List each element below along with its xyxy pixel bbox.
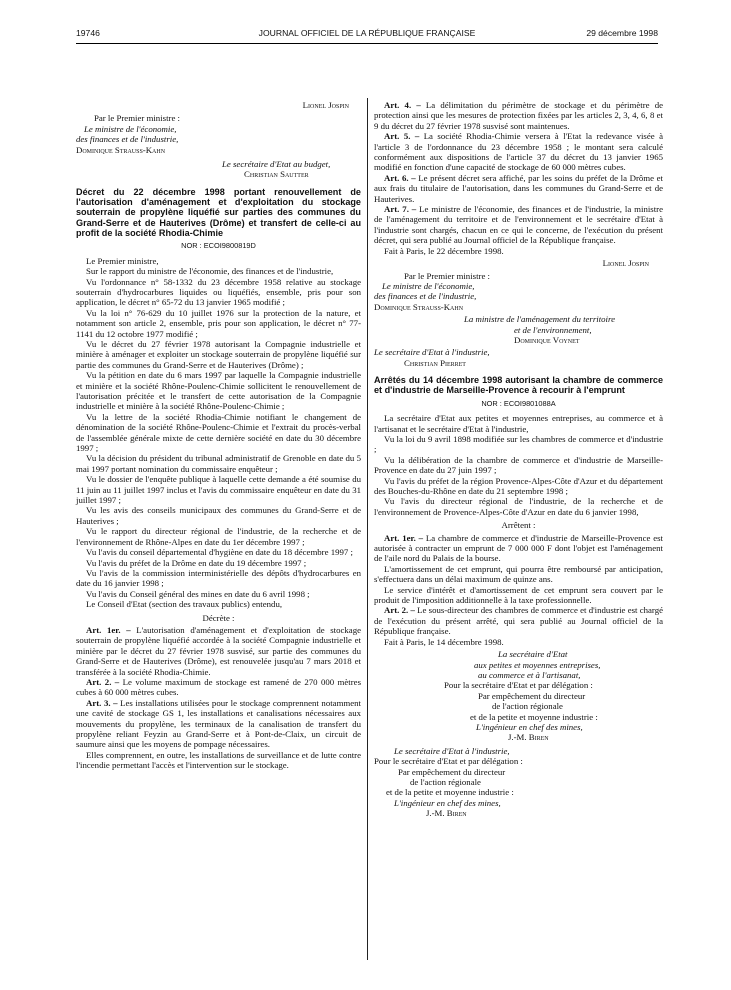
- signature-budget-name: Christian Sautter: [244, 169, 309, 180]
- decree-sig-ind-title: Le secrétaire d'Etat à l'industrie,: [374, 347, 490, 358]
- arrete-signature-a: [374, 649, 663, 743]
- article-text: Le présent décret sera affiché, par les soins du préfet de la Drôme et aux frais du titulaire de l'autorisation, dans les communes du Grand-Serre et de Hauterives.: [374, 172, 664, 204]
- sig-line: aux petites et moyennes entreprises,: [474, 659, 601, 670]
- header-rule: [76, 43, 658, 44]
- sig-line: Par empêchement du directeur: [478, 690, 586, 701]
- decree-paragraph: Le Premier ministre,: [86, 255, 159, 266]
- decree-article-7: [374, 204, 663, 246]
- signature-minister-name: Dominique Strauss-Kahn: [76, 144, 166, 155]
- article-label: Art. 1er. –: [86, 624, 131, 635]
- article-text: Le volume maximum de stockage est ramené de 270 000 mètres cubes à 60 000 mètres cubes.: [76, 676, 361, 698]
- decree-paragraph: Vu le rapport du directeur régional de l'industrie, de la recherche et de l'environnement de Rhône-Alpes en date du 1er décembre 1997 ;: [76, 526, 361, 547]
- arrete-article-2: [374, 605, 663, 636]
- column-divider: [367, 98, 368, 960]
- signature-par-pm: Par le Premier ministre :: [94, 113, 180, 124]
- arrete-paragraph: Le service d'intérêt et d'amortissement de cet emprunt sera couvert par le produit de l'imposition additionnelle à la taxe professionnelle.: [374, 584, 663, 606]
- decree-article-4: [374, 100, 663, 131]
- article-text: La chambre de commerce et d'industrie de Marseille-Provence est autorisée à contracter un emprunt de 7 000 000 F dont l'objet est l'aménagement de l'aile nord du Palais de la bourse.: [374, 532, 663, 564]
- decree-article-6: [374, 173, 663, 204]
- issue-date: 29 décembre 1998: [586, 28, 658, 38]
- article-text: Le sous-directeur des chambres de commerce et d'industrie est chargé de l'exécution du présent arrêté, qui sera publié au Journal officiel de la République française.: [374, 605, 664, 637]
- decree-paragraph: Vu l'avis du Conseil général des mines en date du 6 avril 1998 ;: [86, 588, 310, 599]
- sig-line: au commerce et à l'artisanat,: [478, 669, 581, 680]
- arrete-paragraph: Vu l'avis du préfet de la région Provence-Alpes-Côte d'Azur et du département des Bouches-du-Rhône en date du 21 septembre 1998 ;: [374, 475, 663, 496]
- article-label: Art. 2. –: [86, 676, 120, 687]
- journal-title: JOURNAL OFFICIEL DE LA RÉPUBLIQUE FRANÇAISE: [258, 28, 476, 38]
- decree-paragraph: Vu le dossier de l'enquête publique à laquelle cette demande a été soumise du 11 juin au 11 juillet 1997 inclus et l'avis du commissaire enquêteur en date du 31 juillet 1997 ;: [76, 474, 361, 506]
- arrete-arretent: Arrêtent :: [501, 520, 536, 531]
- article-text: La société Rhodia-Chimie versera à l'Etat la redevance visée à l'article 3 de l'ordonnance du 23 décembre 1958 ; le montant sera calculé conformément aux dispositions de l'article 37 du décret du 13 janvier 1965 modifié en fonction d'une capacité de stockage de 60 000 mètres cubes.: [374, 131, 663, 173]
- arrete-article-1: [374, 533, 663, 564]
- arrete-paragraph: Vu la loi du 9 avril 1898 modifiée sur les chambres de commerce et d'industrie ;: [374, 433, 663, 455]
- article-label: Art. 1er. –: [384, 532, 424, 543]
- article-label: Art. 3. –: [86, 697, 118, 708]
- arrete-paragraph: Vu la délibération de la chambre de commerce et d'industrie de Marseille-Provence en date du 27 juin 1997 ;: [374, 454, 663, 476]
- decree-sig-env-name: Dominique Voynet: [514, 334, 580, 345]
- decree-paragraph: Sur le rapport du ministre de l'économie, des finances et de l'industrie,: [86, 266, 334, 277]
- decree-paragraph: Vu l'avis du préfet de la Drôme en date du 19 décembre 1997 ;: [86, 557, 307, 568]
- decree-article-3: [76, 698, 361, 750]
- decree-article-2: [76, 677, 361, 698]
- sig-line: J.-M. Biren: [508, 732, 549, 743]
- decree-paragraph: Vu le décret du 27 février 1978 autorisant la Compagnie industrielle et minière à aménager et exploiter un stockage souterrain de propylène liquéfié sur partie des communes du Grand-Serre et de Hauterives (Drôme) ;: [76, 338, 361, 370]
- decree-sig-ind-name: Christian Pierret: [404, 357, 466, 368]
- decree-paragraph: Vu la lettre de la société Rhodia-Chimie notifiant le changement de dénomination de la société Rhône-Poulenc-Chimie et l'extrait du procès-verbal de l'assemblée générale mixte de cette dernière société en date du 30 décembre 1997 ;: [76, 411, 361, 454]
- article-label: Art. 6. –: [384, 172, 416, 183]
- sig-line: et de la petite et moyenne industrie :: [386, 787, 514, 798]
- signature-pm-name: Lionel Jospin: [302, 100, 349, 110]
- article-text: La délimitation du périmètre de stockage et du périmètre de protection ainsi que les mesures de protection fixées par les articles 2, 3, 4, 6, 8 et 9 du décret du 27 février 1978 susvisé sont maintenues.: [374, 100, 664, 131]
- signature-minister-title-2: des finances et de l'industrie,: [76, 134, 179, 145]
- sig-line: La secrétaire d'Etat: [498, 649, 568, 660]
- right-column: [374, 100, 663, 819]
- decree-sig-minister-title-2: des finances et de l'industrie,: [374, 291, 477, 302]
- article-text: L'autorisation d'aménagement et d'exploitation de stockage souterrain de propylène liquéfié accordée à la société Compagnie industrielle et minière par le décret du 27 février 1978 susvisé, sur partie des communes du Grand-Serre et de Hauterives (Drôme), est renouvelée jusqu'au 7 mars 2018 et transférée à la société Rhodia-Chimie.: [76, 624, 361, 677]
- page-header: [76, 28, 658, 42]
- decree-paragraph: Vu l'avis de la commission interministérielle des dépôts d'hydrocarbures en date du 16 janvier 1998 ;: [76, 567, 361, 589]
- decree-article-1: [76, 625, 361, 677]
- decree-article-5: [374, 131, 663, 173]
- decree-sig-par-pm: Par le Premier ministre :: [404, 270, 490, 281]
- decree-paragraph: Le Conseil d'Etat (section des travaux publics) entendu,: [86, 599, 283, 610]
- decree-sig-env-title-2: et de l'environnement,: [514, 324, 592, 335]
- sig-line: J.-M. Biren: [426, 808, 467, 819]
- sig-line: L'ingénieur en chef des mines,: [476, 721, 583, 732]
- article-label: Art. 4. –: [384, 100, 421, 110]
- decree-sig-pm-name: Lionel Jospin: [602, 258, 649, 269]
- decree-nor: NOR : ECOI9800819D: [181, 241, 256, 251]
- decree-paragraph: Vu la décision du président du tribunal administratif de Grenoble en date du 5 mai 1997 portant nomination du commissaire enquêteur ;: [76, 453, 361, 474]
- arrete-title: Arrêtés du 14 décembre 1998 autorisant la chambre de commerce et d'industrie de Marseille-Provence à recourir à l'emprunt: [374, 375, 663, 396]
- signature-budget-title: Le secrétaire d'Etat au budget,: [222, 159, 331, 170]
- decree-fait: Fait à Paris, le 22 décembre 1998.: [384, 245, 504, 256]
- article-text: Les installations utilisées pour le stockage comprennent notamment une cavité de stockage GS 1, les installations et canalisations nécessaires aux mouvements du propylène, les terminaux de la canalisation de transfert du propylène reliant Feyzin au Grand-Serre et à Pont-de-Claix, un circuit de saumure ainsi que les moyens de pompage nécessaires.: [76, 697, 361, 750]
- sig-line: et de la petite et moyenne industrie :: [470, 711, 598, 722]
- sig-line: de l'action régionale: [410, 776, 481, 787]
- left-column: [76, 100, 361, 771]
- decree-sig-minister-title-1: Le ministre de l'économie,: [382, 280, 475, 291]
- signature-minister-title-1: Le ministre de l'économie,: [84, 123, 177, 134]
- decree-paragraph: Vu l'ordonnance n° 58-1332 du 23 décembre 1958 relative au stockage souterrain d'hydrocarbures liquides ou liquéfiés, ensemble, pris pour son application, le décret n° 65-72 du 13 janvier 1965 modifié ;: [76, 276, 361, 308]
- decree-paragraph: Vu la pétition en date du 6 mars 1997 par laquelle la Compagnie industrielle et minière et la société Rhône-Poulenc-Chimie sollicitent le renouvellement de l'autorisation précitée et le transfert de cette autorisation de la Compagnie industrielle et minière à la société Rhône-Poulenc-Chimie ;: [76, 370, 361, 412]
- decree-paragraph: Vu la loi n° 76-629 du 10 juillet 1976 sur la protection de la nature, et notamment son article 2, ensemble, pris pour son application, le décret n° 77-1141 du 12 octobre 1977 modifié ;: [76, 307, 361, 339]
- article-label: Art. 7. –: [384, 204, 417, 215]
- arrete-fait: Fait à Paris, le 14 décembre 1998.: [384, 636, 504, 647]
- sig-line: Pour le secrétaire d'Etat et par délégation :: [374, 756, 523, 767]
- sig-line: de l'action régionale: [492, 701, 563, 712]
- sig-line: Par empêchement du directeur: [398, 766, 506, 777]
- sig-line: Pour la secrétaire d'Etat et par délégation :: [444, 680, 593, 691]
- arrete-paragraph: Vu l'avis du directeur régional de l'industrie, de la recherche et de l'environnement de Provence-Alpes-Côte d'Azur en date du 6 janvier 1998,: [374, 496, 663, 517]
- sig-line: L'ingénieur en chef des mines,: [394, 797, 501, 808]
- decree-paragraph: Vu l'avis du conseil départemental d'hygiène en date du 18 décembre 1997 ;: [86, 547, 353, 558]
- decree-decrete: Décrète :: [202, 612, 235, 623]
- article-label: Art. 2. –: [384, 605, 415, 616]
- article-text: Le ministre de l'économie, des finances et de l'industrie, la ministre de l'aménagement du territoire et de l'environnement et le secrétaire d'Etat à l'industrie sont chargés, chacun en ce qui le concerne, de l'exécution du présent décret, qui sera publié au Journal officiel de la République française.: [374, 204, 663, 246]
- sig-line: Le secrétaire d'Etat à l'industrie,: [394, 745, 510, 756]
- arrete-paragraph: La secrétaire d'Etat aux petites et moyennes entreprises, au commerce et à l'artisanat et le secrétaire d'Etat à l'industrie,: [374, 413, 663, 434]
- page-number: 19746: [76, 28, 100, 38]
- decree-article-3-continued: Elles comprennent, en outre, les installations de surveillance et de lutte contre l'incendie permettant l'accès et l'intervention sur le stockage.: [76, 749, 361, 771]
- arrete-paragraph: L'amortissement de cet emprunt, qui pourra être remboursé par anticipation, s'effectuera dans un délai maximum de quinze ans.: [374, 563, 663, 585]
- arrete-nor: NOR : ECOI9801088A: [481, 398, 556, 408]
- decree-sig-minister-name: Dominique Strauss-Kahn: [374, 301, 464, 312]
- decree-sig-env-title-1: La ministre de l'aménagement du territoire: [464, 314, 616, 325]
- arrete-signature-b: [374, 746, 663, 819]
- article-label: Art. 5. –: [384, 131, 420, 142]
- decree-title: Décret du 22 décembre 1998 portant renouvellement de l'autorisation d'aménagement et d'exploitation du stockage souterrain de propylène liquéfié sur parties des communes du Grand-Serre et de Hauterives (Drôme) et transfert de celle-ci au profit de la société Rhodia-Chimie: [76, 186, 361, 239]
- decree-paragraph: Vu les avis des conseils municipaux des communes du Grand-Serre et de Hauterives ;: [76, 505, 361, 526]
